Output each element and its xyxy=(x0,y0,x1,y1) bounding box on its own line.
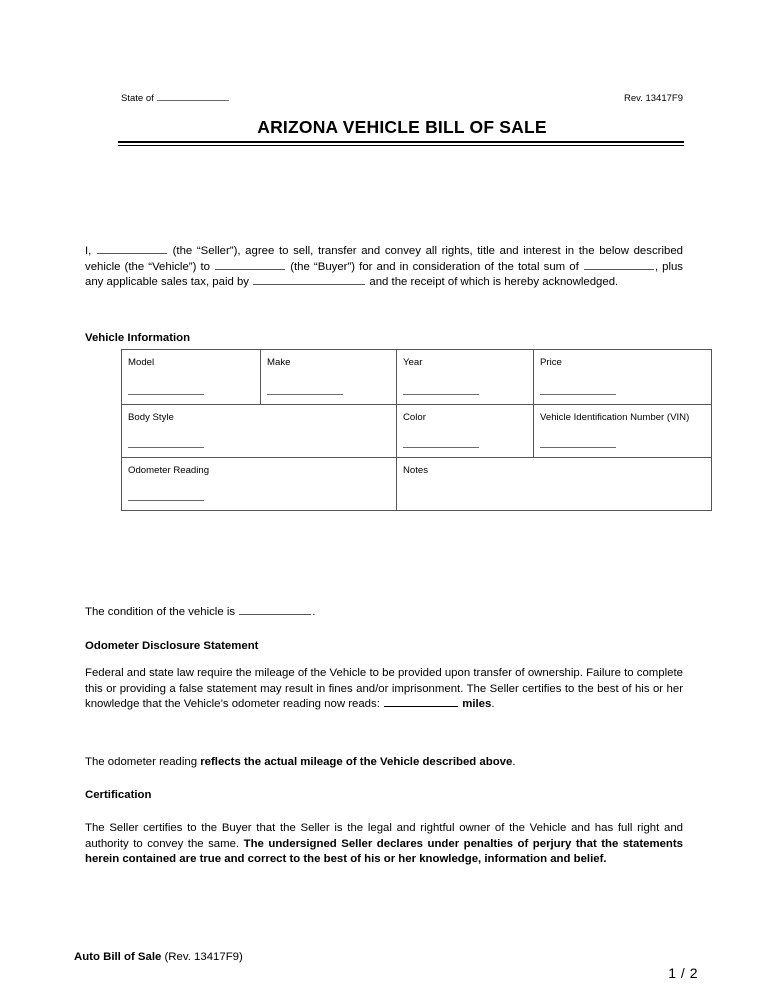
seller-name-blank[interactable] xyxy=(97,244,167,254)
table-row xyxy=(122,350,712,405)
cell-label: Notes xyxy=(403,465,429,476)
cell-label: Model xyxy=(128,357,155,368)
cell-color[interactable] xyxy=(397,405,534,458)
certification-paragraph xyxy=(85,821,683,868)
reflects-text-a: The odometer reading xyxy=(85,756,201,768)
condition-period: . xyxy=(312,606,316,618)
title-divider xyxy=(118,141,684,146)
footer-document-name xyxy=(74,950,243,965)
certification-text-a: The Seller certifies to the Buyer that the Seller is the legal and rightful owner of the Vehicle and has full right and authority to convey the same. xyxy=(85,822,683,850)
cell-blank-line[interactable] xyxy=(403,394,479,395)
cell-body-style[interactable] xyxy=(122,405,397,458)
odometer-period: . xyxy=(491,698,495,711)
document-header xyxy=(121,91,683,105)
cell-blank-line[interactable] xyxy=(128,447,204,448)
condition-text: The condition of the vehicle is xyxy=(85,606,236,618)
page-number: 1 / 2 xyxy=(668,965,698,981)
condition-statement xyxy=(85,605,683,621)
footer-revision: (Rev. 13417F9) xyxy=(161,951,243,963)
cell-blank-line[interactable] xyxy=(128,394,204,395)
intro-paragraph xyxy=(85,244,683,291)
buyer-name-blank[interactable] xyxy=(215,260,285,270)
vehicle-information-table xyxy=(121,349,712,511)
odometer-disclosure-paragraph xyxy=(85,666,683,713)
revision-code: Rev. 13417F9 xyxy=(624,93,683,104)
cell-blank-line[interactable] xyxy=(403,447,479,448)
cell-label: Body Style xyxy=(128,412,174,423)
cell-label: Odometer Reading xyxy=(128,465,210,476)
cell-label: Price xyxy=(540,357,562,368)
cell-year[interactable] xyxy=(397,350,534,405)
certification-text-bold: The undersigned Seller declares under penalties of perjury that the statements herein contained are true and correct to the best of his or her knowledge, information and belief. xyxy=(85,837,683,866)
footer-title: Auto Bill of Sale xyxy=(74,951,162,963)
reflects-text-c: . xyxy=(512,756,516,768)
cell-label: Color xyxy=(403,412,426,423)
odometer-reading-blank[interactable] xyxy=(384,697,458,707)
cell-make[interactable] xyxy=(261,350,397,405)
state-of-field xyxy=(121,91,230,105)
cell-model[interactable] xyxy=(122,350,261,405)
intro-text-d: , plus any applicable sales tax, paid by xyxy=(85,260,684,289)
intro-text-e: and the receipt of which is hereby acknowledged. xyxy=(369,276,619,289)
cell-notes[interactable] xyxy=(397,458,712,511)
state-of-blank[interactable] xyxy=(157,91,229,101)
cell-label: Vehicle Identification Number (VIN) xyxy=(540,412,690,423)
cell-blank-line[interactable] xyxy=(540,394,616,395)
table-row xyxy=(122,405,712,458)
cell-blank-line[interactable] xyxy=(540,447,616,448)
table-row xyxy=(122,458,712,511)
odometer-body-text: Federal and state law require the mileage of the Vehicle to be provided upon transfer of ownership. Failure to complete this or providing a false statement may result in fines and/or imprisonment. The Seller certifies to the best of his or her knowledge that the Vehicle’s odometer reading now reads: xyxy=(85,667,683,711)
cell-label: Make xyxy=(267,357,291,368)
cell-odometer-reading[interactable] xyxy=(122,458,397,511)
intro-text-c: (the “Buyer”) for and in consideration of the total sum of xyxy=(290,260,579,273)
state-of-label: State of xyxy=(121,93,154,104)
reflects-text-bold: reflects the actual mileage of the Vehicle described above xyxy=(200,756,513,768)
page-title: ARIZONA VEHICLE BILL OF SALE xyxy=(257,117,547,137)
cell-blank-line[interactable] xyxy=(267,394,343,395)
vehicle-information-heading: Vehicle Information xyxy=(85,332,191,344)
cell-price[interactable] xyxy=(534,350,712,405)
cell-blank-line[interactable] xyxy=(128,500,204,501)
total-sum-blank[interactable] xyxy=(584,260,654,270)
odometer-miles-label: miles xyxy=(462,698,492,711)
intro-text-a: I, xyxy=(85,245,92,257)
certification-heading: Certification xyxy=(85,789,152,801)
payment-method-blank[interactable] xyxy=(253,275,365,285)
condition-blank[interactable] xyxy=(239,605,311,615)
cell-vin[interactable] xyxy=(534,405,712,458)
odometer-reflects-statement xyxy=(85,755,683,771)
cell-label: Year xyxy=(403,357,423,368)
intro-text-b: (the “Seller”), agree to sell, transfer and convey all rights, title and interest in the below described vehicle (the “Vehicle”) to xyxy=(85,245,683,273)
odometer-disclosure-heading: Odometer Disclosure Statement xyxy=(85,640,259,652)
